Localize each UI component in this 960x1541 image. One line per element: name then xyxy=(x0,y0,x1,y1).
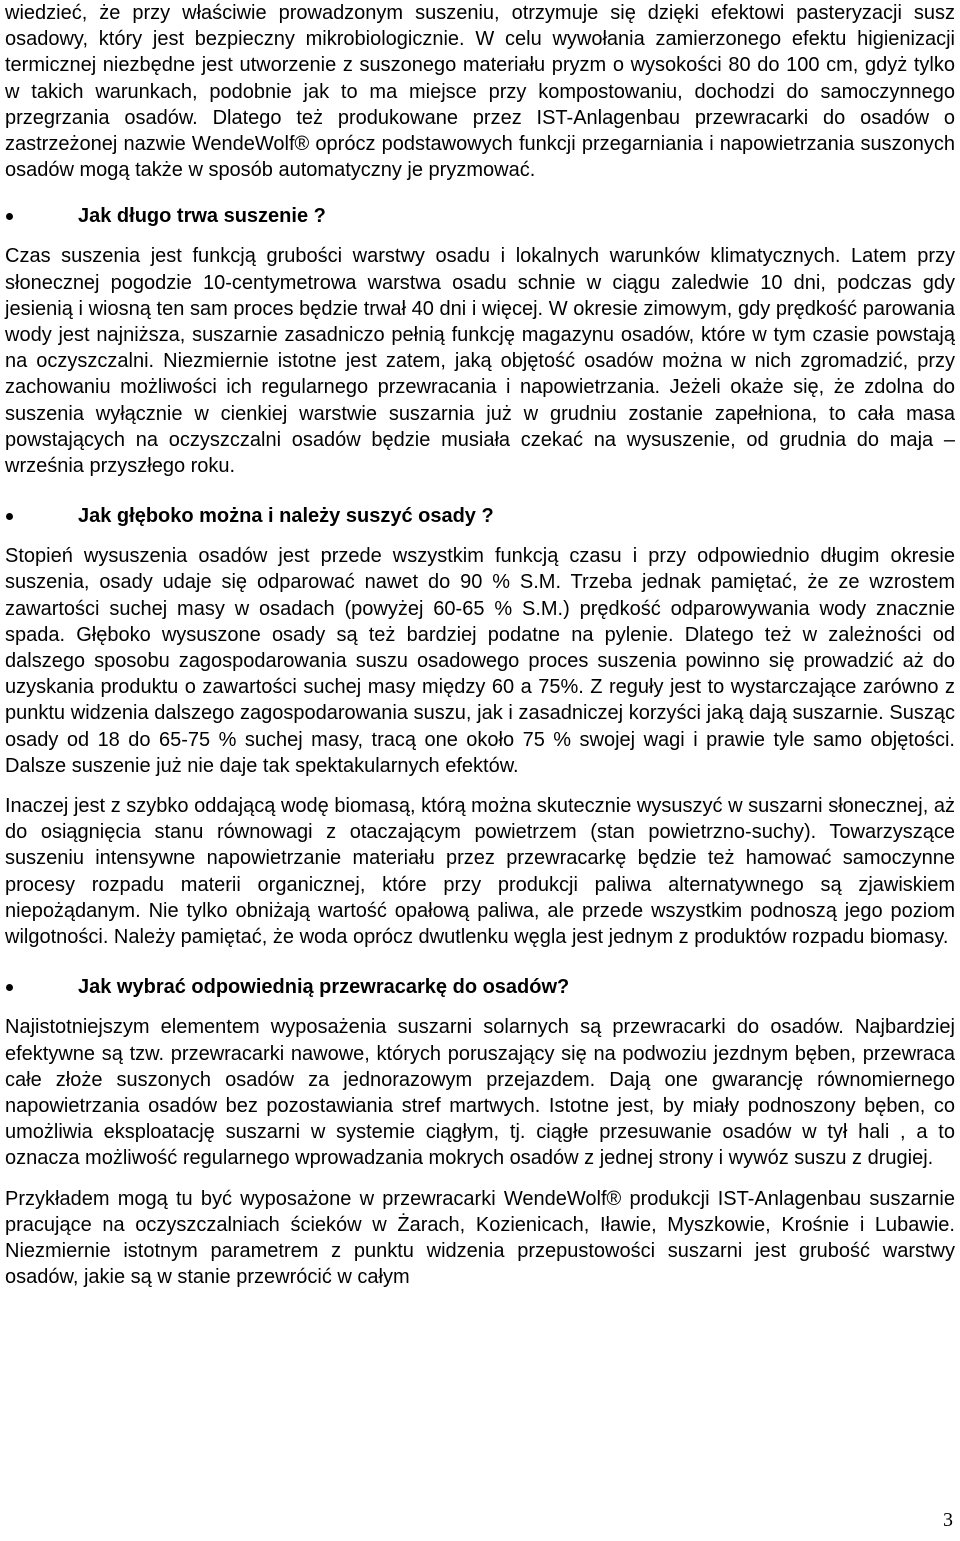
paragraph-turners: Najistotniejszym elementem wyposażenia suszarni solarnych są przewracarki do osadów. Najbardziej efektywne są tzw. przewracarki nawowe, których poruszający się na podwoziu jezdnym bęben, przewraca całe złoże suszonych osadów za jednorazowym przejazdem. Dają one gwarancję równomiernego napowietrzania osadów bez pozostawiania stref martwych. Istotne jest, by miały podnoszony bęben, co umożliwia eksploatację suszarni w systemie ciągłym, tj. ciągłe przesuwanie osadów w tył hali , a to oznacza możliwość regularnego wprowadzania mokrych osadów z jednej strony i wywóz suszu z drugiej. xyxy=(5,1016,955,1170)
paragraph-pasteurization: wiedzieć, że przy właściwie prowadzonym suszeniu, otrzymuje się dzięki efektowi pasteryzacji susz osadowy, który jest bezpieczny mikrobiologicznie. W celu wywołania zamierzonego efektu higienizacji termicznej niezbędne jest utworzenie z suszonego materiału pryzm o wysokości 80 do 100 cm, gdyż tylko w takich warunkach, podobnie jak to ma miejsce przy kompostowaniu, dochodzi do samoczynnego przegrzania osadów. Dlatego też produkowane przez IST-Anlagenbau przewracarki do osadów o zastrzeżonej nazwie WendeWolf® oprócz podstawowych funkcji przegarniania i napowietrzania suszonych osadów mogą także w sposób automatyczny je pryzmować. xyxy=(5,2,955,182)
paragraph-drying-time: Czas suszenia jest funkcją grubości warstwy osadu i lokalnych warunków klimatycznych. Latem przy słonecznej pogodzie 10-centymetrowa warstwa osadu schnie w ciągu zaledwie 10 dni, podczas gdy jesienią i wiosną ten sam proces będzie trwał 40 dni i więcej. W okresie zimowym, gdy prędkość parowania wody jest najniższa, suszarnie zasadniczo pełnią funkcję magazynu osadów, które w tym czasie powstają na oczyszczalni. Niezmiernie istotne jest zatem, jaką objętość osadów można w nich zgromadzić, przy zachowaniu możliwości ich regularnego przewracania i napowietrzania. Jeżeli okaże się, że zdolna do suszenia wyłącznie w cienkiej warstwie suszarnia już w grudniu zostanie zapełniona, to cała masa powstających na oczyszczalni osadów będzie musiała czekać na wysuszenie, od grudnia do maja – września przyszłego roku. xyxy=(5,245,955,478)
page-number: 3 xyxy=(943,1509,953,1531)
heading-text: Jak wybrać odpowiednią przewracarkę do osadów? xyxy=(78,976,570,999)
document-page xyxy=(5,0,955,1290)
heading-drying-duration xyxy=(5,203,955,229)
heading-turner-choice xyxy=(5,974,955,1000)
bullet-icon xyxy=(6,984,13,991)
heading-drying-depth xyxy=(5,503,955,529)
paragraph-drying-degree: Stopień wysuszenia osadów jest przede wszystkim funkcją czasu i przy odpowiednio długim okresie suszenia, osady udaje się odparować nawet do 90 % S.M. Trzeba jednak pamiętać, że ze wzrostem zawartości suchej masy w osadach (powyżej 60-65 % S.M.) prędkość odparowywania wody znacznie spada. Głęboko wysuszone osady są też bardziej podatne na pylenie. Dlatego też w zależności od dalszego sposobu zagospodarowania suszu osadowego proces suszenia powinno się prowadzić aż do uzyskania produktu o zawartości suchej masy między 60 a 75%. Z reguły jest to wystarczające zarówno z punktu widzenia dalszego zagospodarowania suszu, jak i zasadniczej korzyści jaką dają suszarnie. Susząc osady od 18 do 65-75 % suchej masy, tracą one około 75 % swojej wagi i prawie tyle samo objętości. Dalsze suszenie już nie daje tak spektakularnych efektów. xyxy=(5,545,955,777)
bullet-icon xyxy=(6,213,13,220)
heading-text: Jak długo trwa suszenie ? xyxy=(78,205,326,228)
paragraph-biomass: Inaczej jest z szybko oddającą wodę biomasą, którą można skutecznie wysuszyć w suszarni słonecznej, aż do osiągnięcia stanu równowagi z otaczającym powietrzem (stan powietrzno-suchy). Towarzyszące suszeniu intensywne napowietrzanie materiału przez przewracarkę będzie też hamować samoczynne procesy rozpadu materii organicznej, które przy produkcji paliwa alternatywnego są zjawiskiem niepożądanym. Nie tylko obniżają wartość opałową paliwa, ale przede wszystkim podnoszą jego poziom wilgotności. Należy pamiętać, że woda oprócz dwutlenku węgla jest jednym z produktów rozpadu biomasy. xyxy=(5,795,955,949)
paragraph-examples: Przykładem mogą tu być wyposażone w przewracarki WendeWolf® produkcji IST-Anlagenbau suszarnie pracujące na oczyszczalniach ścieków w Żarach, Kozienicach, Iławie, Myszkowie, Krośnie i Lubawie. Niezmiernie istotnym parametrem z punktu widzenia przepustowości suszarni jest grubość warstwy osadów, jakie są w stanie przewrócić w całym xyxy=(5,1187,955,1289)
heading-text: Jak głęboko można i należy suszyć osady ? xyxy=(78,505,494,528)
bullet-icon xyxy=(6,513,13,520)
